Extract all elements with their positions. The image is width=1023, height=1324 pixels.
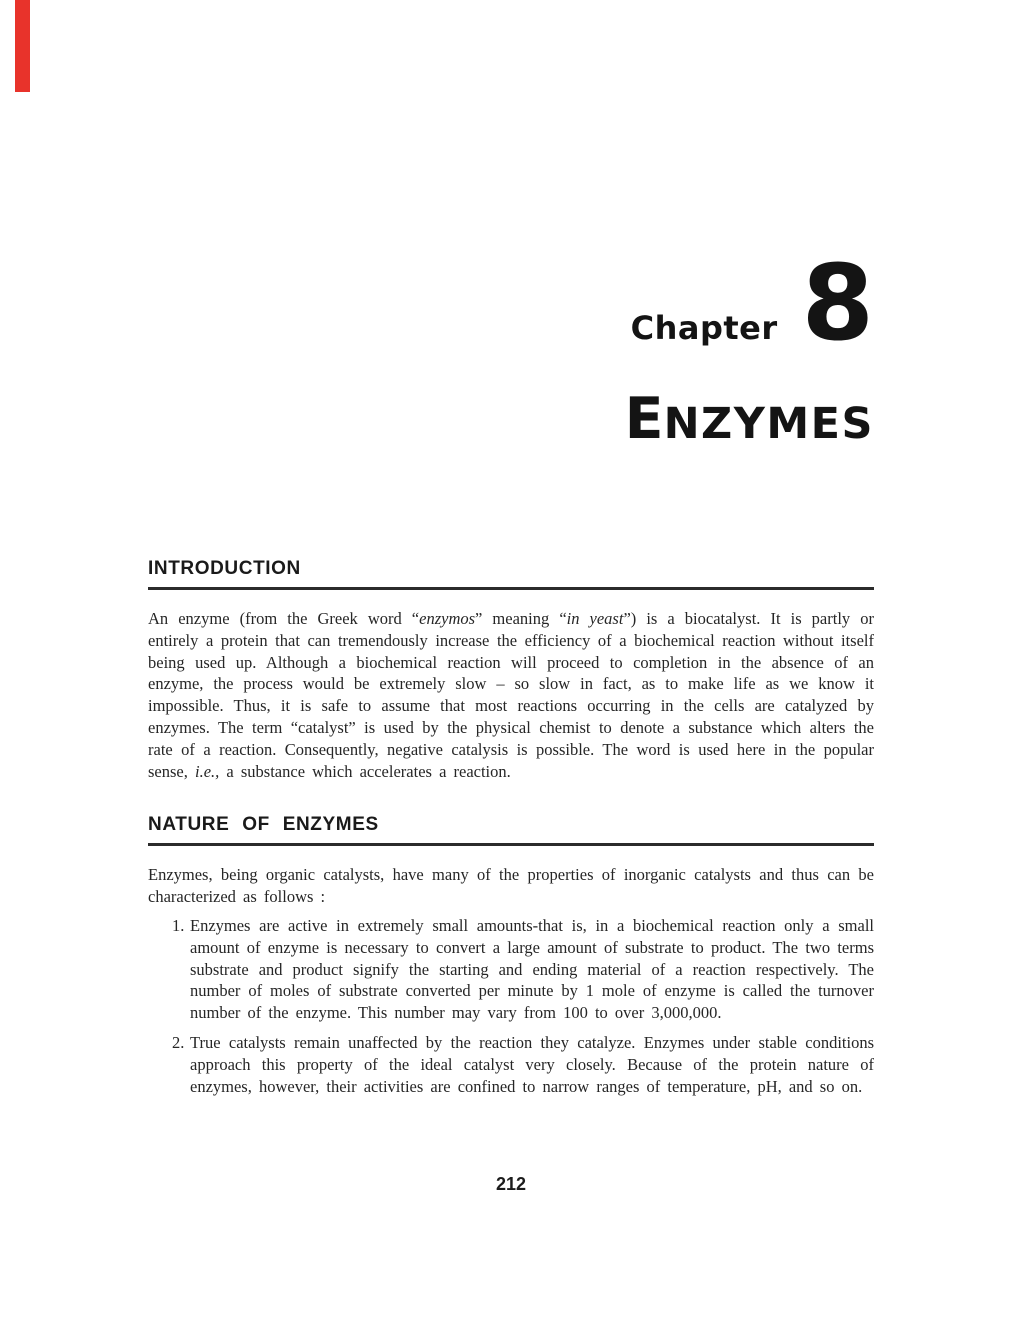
chapter-edge-tab (15, 0, 30, 92)
intro-text-part: ” meaning “ (475, 609, 567, 628)
intro-italic-ie: i.e., (195, 761, 220, 781)
chapter-header (148, 242, 874, 364)
list-item-1 (148, 915, 874, 1024)
numbered-list (148, 915, 874, 1097)
main-text-column (148, 558, 874, 1097)
section-nature-of-enzymes (148, 814, 874, 1097)
section-introduction (148, 558, 874, 782)
list-item-2 (148, 1032, 874, 1097)
list-item-number: 1. (172, 915, 185, 935)
section-heading-nature: NATURE OF ENZYMES (148, 814, 379, 836)
section-heading-introduction: INTRODUCTION (148, 558, 301, 579)
list-item-text: Enzymes are active in extremely small amounts-that is, in a biochemical reaction only a small amount of enzyme is necessary to convert a large amount of substrate to product. The two terms substrate and product signify the starting and ending material of a reaction respectively. The number of moles of substrate converted per minute by 1 mole of enzyme is called the turnover number of the enzyme. This number may vary from 100 to over 3,000,000. (190, 915, 874, 1023)
intro-text-part: An enzyme (from the Greek word “ (148, 609, 420, 628)
chapter-title (148, 386, 874, 452)
intro-text-part: a substance which accelerates a reaction. (219, 761, 511, 781)
intro-text-part: ”) is a biocatalyst. It is partly or entirely a protein that can tremendously increase the efficiency of a biochemical reaction without itself being used up. Although a biochemical reaction will proceed to completion in the absence of an enzyme, the process would be extremely slow – so slow in fact, as to make life as we know it impossible. Thus, it is safe to assume that most reactions occurring in the cells are catalyzed by enzymes. The term “catalyst” is used by the physical chemist to denote a substance which alters the rate of a reaction. Consequently, negative catalysis is possible. The word is used here in the popular sense, (148, 609, 874, 781)
list-item-text: True catalysts remain unaffected by the reaction they catalyze. Enzymes under stable conditions approach this property of the ideal catalyst very closely. Because of the protein nature of enzymes, however, their activities are confined to narrow ranges of temperature, pH, and so on. (190, 1032, 874, 1096)
chapter-title-rest: NZYMES (663, 399, 874, 449)
chapter-number: 8 (801, 242, 874, 364)
page-number: 212 (495, 1174, 527, 1194)
chapter-label: Chapter (630, 309, 778, 347)
intro-italic-enzymos: enzymos (419, 609, 476, 628)
heading-rule (148, 587, 874, 590)
chapter-title-initial: E (624, 386, 664, 452)
nature-lead-paragraph: Enzymes, being organic catalysts, have many of the properties of inorganic catalysts and thus can be characterized as follows : (148, 865, 874, 907)
list-item-number: 2. (172, 1032, 185, 1052)
heading-rule (148, 843, 874, 846)
intro-italic-in-yeast: in yeast (566, 609, 624, 628)
intro-paragraph (148, 608, 874, 782)
